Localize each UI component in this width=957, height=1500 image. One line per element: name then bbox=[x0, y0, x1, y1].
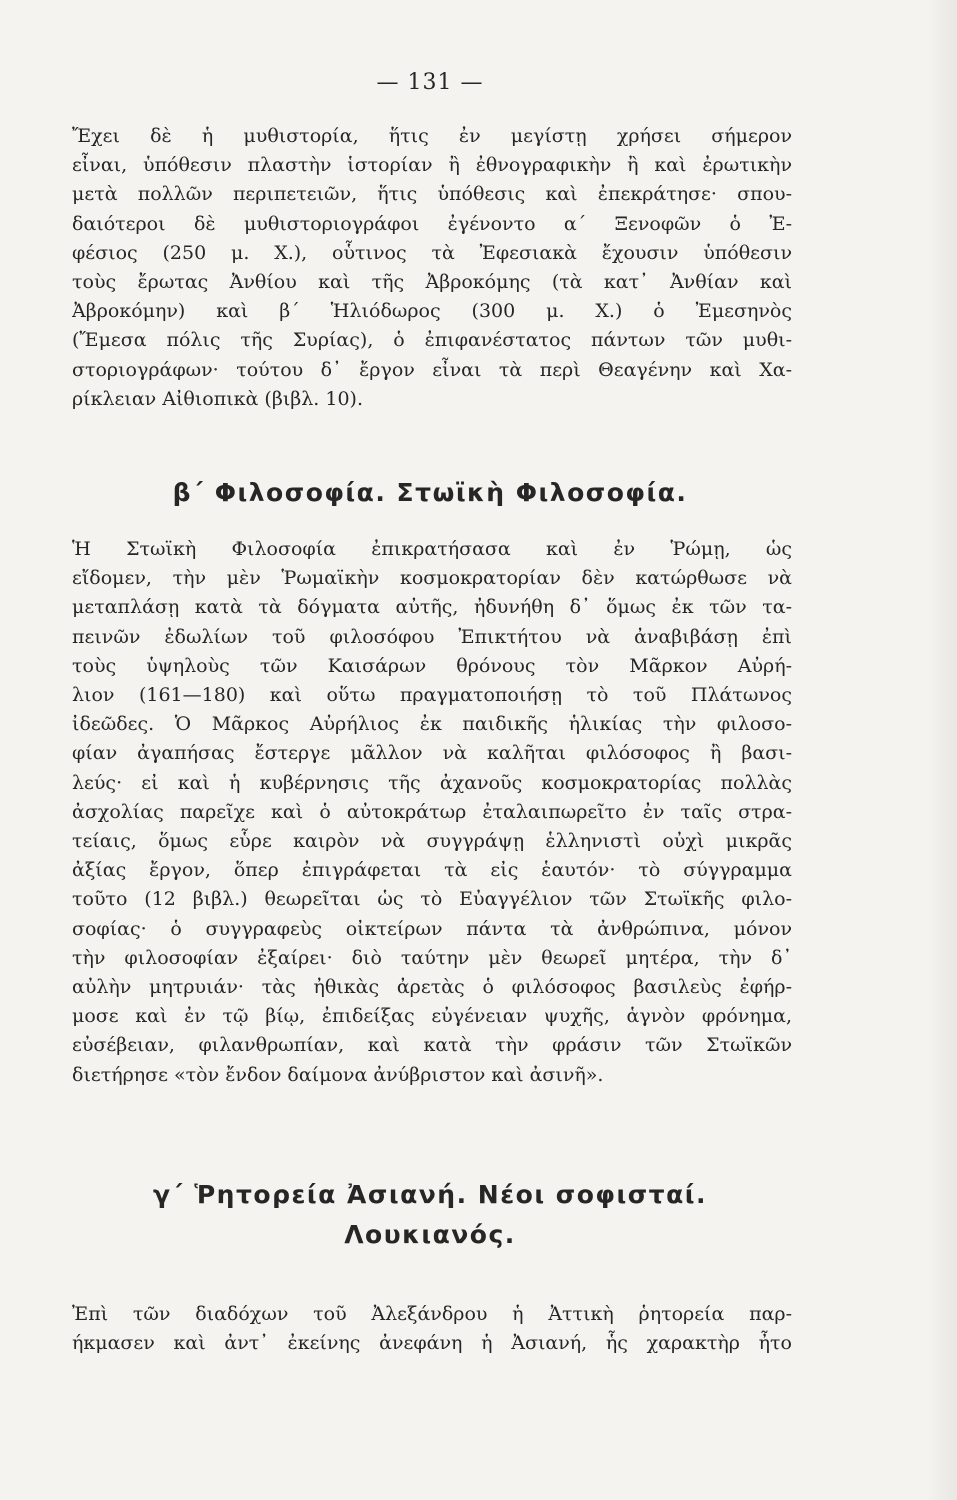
text-line: ρίκλειαν Αἰθιοπικὰ (βιβλ. 10). bbox=[72, 387, 364, 410]
heading-line: γ΄ Ῥητορεία Ἀσιανή. Νέοι σοφισταί. bbox=[152, 1180, 708, 1209]
text-line: ἰδεῶδες. Ὁ Μᾶρκος Αὐρήλιος ἐκ παιδικῆς ἡλικίας τὴν φιλοσο- bbox=[72, 713, 792, 736]
text-line: μοσε καὶ ἐν τῷ βίῳ, ἐπιδείξας εὐγένειαν ψυχῆς, ἁγνὸν φρόνημα, bbox=[72, 1005, 792, 1028]
heading-line: Λουκιανός. bbox=[344, 1220, 516, 1249]
text-line: Ἀβροκόμην) καὶ β΄ Ἡλιόδωρος (300 μ. Χ.) ὁ Ἐμεσηνὸς bbox=[72, 300, 792, 323]
text-line: πεινῶν ἐδωλίων τοῦ φιλοσόφου Ἐπικτήτου νὰ ἀναβιβάσῃ ἐπὶ bbox=[72, 625, 792, 648]
heading-line: β΄ Φιλοσοφία. Στωϊκὴ Φιλοσοφία. bbox=[172, 478, 688, 507]
text-line: σοφίας· ὁ συγγραφεὺς οἰκτείρων πάντα τὰ ἀνθρώπινα, μόνον bbox=[72, 917, 792, 940]
text-line: τὴν φιλοσοφίαν ἐξαίρει· διὸ ταύτην μὲν θεωρεῖ μητέρα, τὴν δ᾽ bbox=[72, 946, 792, 969]
text-line: μετὰ πολλῶν περιπετειῶν, ἥτις ὑπόθεσις καὶ ἐπεκράτησε· σπου- bbox=[72, 183, 792, 206]
section-heading-philosophy bbox=[0, 478, 860, 507]
section-heading-rhetoric bbox=[0, 1175, 860, 1255]
text-line: τοὺς ἔρωτας Ἀνθίου καὶ τῆς Ἀβροκόμης (τὰ κατ᾽ Ἀνθίαν καὶ bbox=[72, 271, 792, 294]
text-line: ἀξίας ἔργον, ὅπερ ἐπιγράφεται τὰ εἰς ἑαυτόν· τὸ σύγγραμμα bbox=[72, 859, 792, 882]
text-line: τοὺς ὑψηλοὺς τῶν Καισάρων θρόνους τὸν Μᾶρκον Αὐρή- bbox=[72, 654, 792, 677]
text-line: μεταπλάσῃ κατὰ τὰ δόγματα αὐτῆς, ἠδυνήθη δ᾽ ὅμως ἐκ τῶν τα- bbox=[72, 596, 792, 619]
text-line: λεύς· εἰ καὶ ἡ κυβέρνησις τῆς ἀχανοῦς κοσμοκρατορίας πολλὰς bbox=[72, 771, 792, 794]
text-line: διετήρησε «τὸν ἔνδον δαίμονα ἀνύβριστον καὶ ἀσινῆ». bbox=[72, 1063, 604, 1086]
text-line: τοῦτο (12 βιβλ.) θεωρεῖται ὡς τὸ Εὐαγγέλιον τῶν Στωϊκῆς φιλο- bbox=[72, 888, 792, 911]
text-line: εὐσέβειαν, φιλανθρωπίαν, καὶ κατὰ τὴν φράσιν τῶν Στωϊκῶν bbox=[72, 1034, 792, 1057]
text-line: αὐλὴν μητρυιάν· τὰς ἠθικὰς ἀρετὰς ὁ φιλόσοφος βασιλεὺς ἐφήρ- bbox=[72, 976, 792, 999]
text-line: εἶναι, ὑπόθεσιν πλαστὴν ἱστορίαν ἢ ἐθνογραφικὴν ἢ καὶ ἐρωτικὴν bbox=[72, 154, 792, 177]
text-line: στοριογράφων· τούτου δ᾽ ἔργον εἶναι τὰ περὶ Θεαγένην καὶ Χα- bbox=[72, 358, 792, 381]
page-number: — 131 — bbox=[376, 70, 484, 95]
text-line: φίαν ἀγαπήσας ἔστεργε μᾶλλον νὰ καλῆται φιλόσοφος ἢ βασι- bbox=[72, 742, 792, 765]
page-edge-shadow bbox=[927, 0, 957, 1500]
text-line: εἴδομεν, τὴν μὲν Ῥωμαϊκὴν κοσμοκρατορίαν δὲν κατώρθωσε νὰ bbox=[72, 567, 792, 590]
text-line: δαιότεροι δὲ μυθιστοριογράφοι ἐγένοντο α΄ Ξενοφῶν ὁ Ἐ- bbox=[72, 212, 792, 235]
paragraph-asian-rhetoric bbox=[72, 1300, 792, 1358]
text-line: ἀσχολίας παρεῖχε καὶ ὁ αὐτοκράτωρ ἐταλαιπωρεῖτο ἐν ταῖς στρα- bbox=[72, 800, 792, 823]
text-line: (Ἔμεσα πόλις τῆς Συρίας), ὁ ἐπιφανέστατος πάντων τῶν μυθι- bbox=[72, 329, 792, 352]
paragraph-stoic-philosophy bbox=[72, 535, 792, 1090]
text-line: ήκμασεν καὶ ἀντ᾽ ἐκείνης ἀνεφάνη ἡ Ἀσιανή, ἧς χαρακτὴρ ἦτο bbox=[72, 1332, 792, 1355]
text-line: Ἡ Στωϊκὴ Φιλοσοφία ἐπικρατήσασα καὶ ἐν Ῥώμῃ, ὡς bbox=[72, 538, 792, 560]
text-line: φέσιος (250 μ. Χ.), οὗτινος τὰ Ἐφεσιακὰ ἔχουσιν ὑπόθεσιν bbox=[72, 241, 792, 264]
text-line: τείαις, ὅμως εὗρε καιρὸν νὰ συγγράψῃ ἑλληνιστὶ οὐχὶ μικρᾶς bbox=[72, 830, 792, 853]
text-line: λιον (161—180) καὶ οὕτω πραγματοποιήσῃ τὸ τοῦ Πλάτωνος bbox=[72, 684, 792, 707]
paragraph-romance bbox=[72, 122, 792, 414]
text-line: Ἔχει δὲ ἡ μυθιστορία, ἥτις ἐν μεγίστῃ χρήσει σήμερον bbox=[72, 125, 792, 147]
text-line: Ἐπὶ τῶν διαδόχων τοῦ Ἀλεξάνδρου ἡ Ἀττικὴ ῥητορεία παρ- bbox=[72, 1303, 792, 1325]
